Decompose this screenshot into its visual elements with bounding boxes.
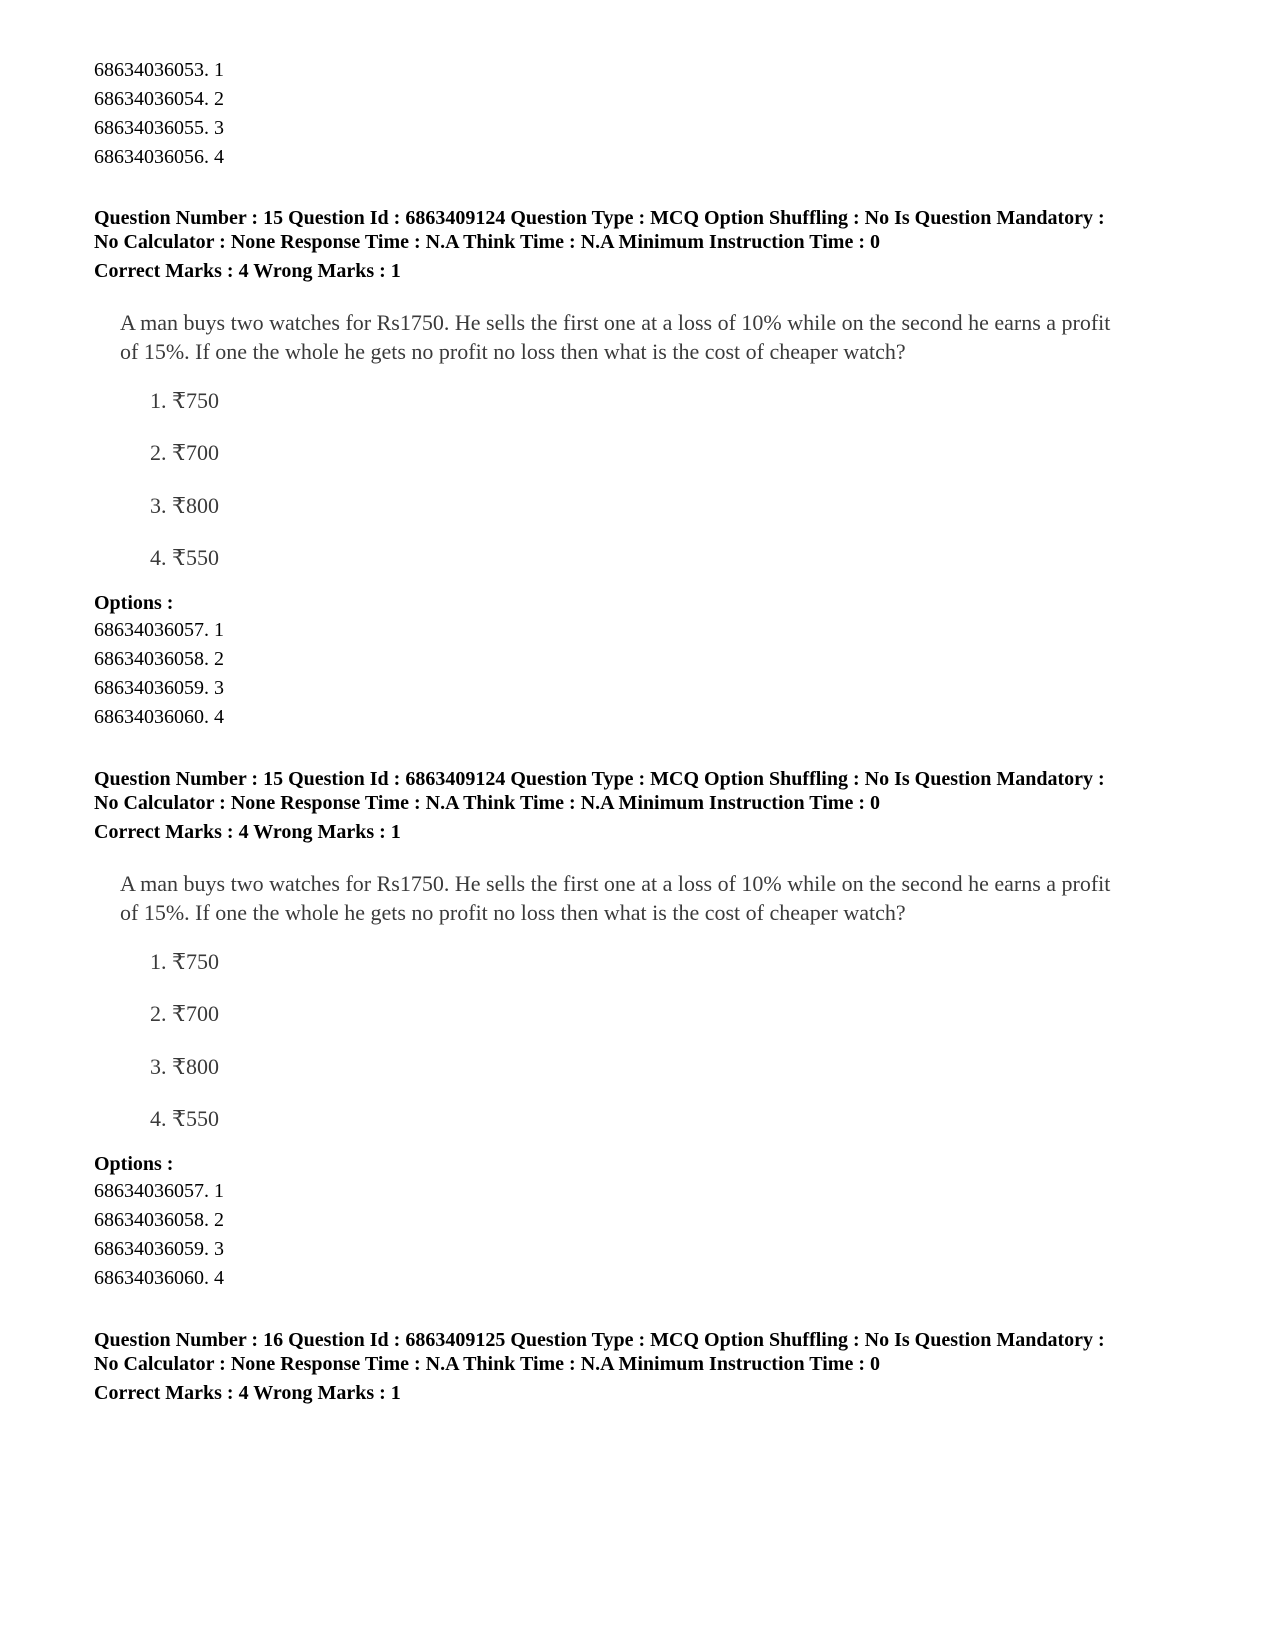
- question-header: [94, 1328, 1194, 1405]
- option-line: 68634036053. 1: [94, 59, 224, 81]
- options-section: [94, 1151, 1194, 1293]
- question-meta-line-1: Question Number : 16 Question Id : 6863409125 Question Type : MCQ Option Shuffling : No Is Question Mandatory :: [94, 1329, 1105, 1351]
- option-line: 68634036057. 1: [94, 1180, 224, 1202]
- question-marks: Correct Marks : 4 Wrong Marks : 1: [94, 1382, 401, 1404]
- options-label: Options :: [94, 1153, 174, 1175]
- question-meta-line-2: No Calculator : None Response Time : N.A Think Time : N.A Minimum Instruction Time : 0: [94, 1353, 880, 1375]
- option-line: 68634036055. 3: [94, 117, 224, 139]
- option-line: 68634036054. 2: [94, 88, 224, 110]
- question-header: [94, 206, 1194, 283]
- option-line: 68634036056. 4: [94, 146, 224, 168]
- question-text: A man buys two watches for Rs1750. He sells the first one at a loss of 10% while on the second he earns a profit of 15%. If one the whole he gets no profit no loss then what is the cost of cheaper watch?: [120, 310, 1111, 364]
- question-meta-line-1: Question Number : 15 Question Id : 6863409124 Question Type : MCQ Option Shuffling : No Is Question Mandatory :: [94, 207, 1105, 229]
- options-section: [94, 590, 1194, 732]
- answer-choice: 4. ₹550: [150, 545, 219, 570]
- question-meta-line-1: Question Number : 15 Question Id : 6863409124 Question Type : MCQ Option Shuffling : No Is Question Mandatory :: [94, 768, 1105, 790]
- question-marks: Correct Marks : 4 Wrong Marks : 1: [94, 821, 401, 843]
- answer-choice: 2. ₹700: [150, 440, 219, 465]
- answer-choice: 1. ₹750: [150, 388, 219, 413]
- option-line: 68634036059. 3: [94, 677, 224, 699]
- answer-choice: 2. ₹700: [150, 1001, 219, 1026]
- question-image: [120, 869, 1120, 1139]
- question-text: A man buys two watches for Rs1750. He sells the first one at a loss of 10% while on the second he earns a profit of 15%. If one the whole he gets no profit no loss then what is the cost of cheaper watch?: [120, 871, 1111, 925]
- answer-choice: 4. ₹550: [150, 1106, 219, 1131]
- option-line: 68634036057. 1: [94, 619, 224, 641]
- question-marks: Correct Marks : 4 Wrong Marks : 1: [94, 260, 401, 282]
- option-line: 68634036059. 3: [94, 1238, 224, 1260]
- question-header: [94, 767, 1194, 844]
- previous-options-list: [94, 56, 1194, 172]
- option-line: 68634036060. 4: [94, 706, 224, 728]
- option-line: 68634036058. 2: [94, 1209, 224, 1231]
- answer-choice: 1. ₹750: [150, 949, 219, 974]
- question-meta-line-2: No Calculator : None Response Time : N.A Think Time : N.A Minimum Instruction Time : 0: [94, 231, 880, 253]
- question-meta-line-2: No Calculator : None Response Time : N.A Think Time : N.A Minimum Instruction Time : 0: [94, 792, 880, 814]
- option-line: 68634036058. 2: [94, 648, 224, 670]
- options-label: Options :: [94, 592, 174, 614]
- question-image: [120, 308, 1120, 578]
- answer-choice: 3. ₹800: [150, 1054, 219, 1079]
- answer-choice: 3. ₹800: [150, 493, 219, 518]
- option-line: 68634036060. 4: [94, 1267, 224, 1289]
